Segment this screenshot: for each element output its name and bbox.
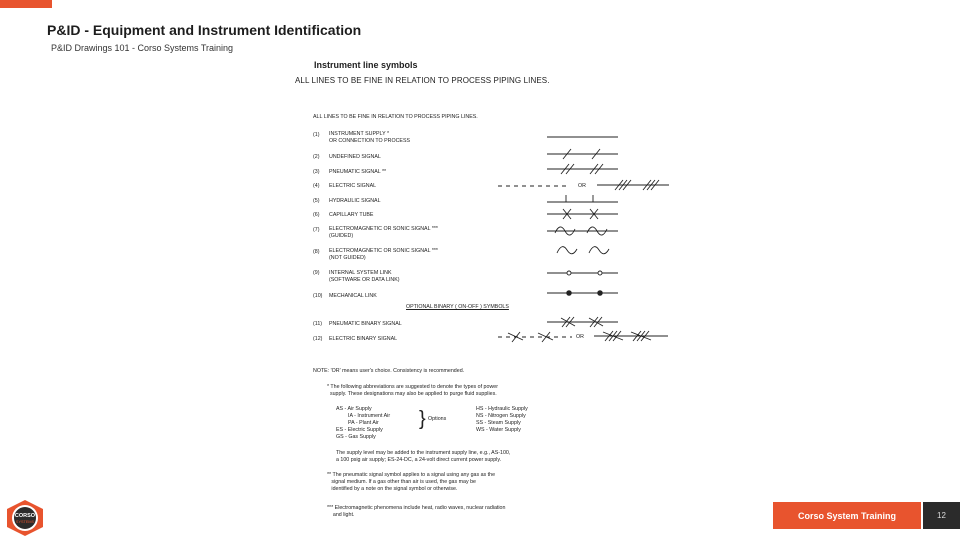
page-subtitle: P&ID Drawings 101 - Corso Systems Training: [51, 43, 234, 53]
row-num: (2): [313, 154, 320, 160]
row-label: HYDRAULIC SIGNAL: [329, 198, 381, 204]
page-title: P&ID - Equipment and Instrument Identification: [47, 22, 362, 38]
svg-text:CORSO: CORSO: [14, 513, 36, 519]
abbr-left-4: GS - Gas Supply: [336, 434, 376, 440]
row-num: (7): [313, 227, 320, 233]
symbol-capillary-tube: [547, 209, 618, 219]
row-num: (8): [313, 249, 320, 255]
symbol-electric-signal: [498, 180, 669, 190]
row-num: (12): [313, 336, 323, 342]
row-num: (11): [313, 321, 323, 327]
symbol-pneumatic-signal: [547, 164, 618, 174]
supply-note: The supply level may be added to the instrument supply line, e.g., AS-100, a 100 psig air supply; ES-24-DC, a 24-volt direct current power supply.: [336, 450, 511, 463]
row-label: ELECTRIC SIGNAL: [329, 183, 377, 189]
figure-subheading: ALL LINES TO BE FINE IN RELATION TO PROCESS PIPING LINES.: [295, 76, 550, 85]
abbr-right-2: SS - Steam Supply: [476, 420, 521, 426]
abbr-right-3: WS - Water Supply: [476, 427, 521, 433]
svg-text:SYSTEMS: SYSTEMS: [15, 520, 35, 524]
symbol-undefined-signal: [547, 149, 618, 159]
row-label: CAPILLARY TUBE: [329, 212, 374, 218]
inner-heading: ALL LINES TO BE FINE IN RELATION TO PROCESS PIPING LINES.: [313, 114, 478, 120]
abbr-left-2: PA - Plant Air: [348, 420, 379, 426]
footnote-3: *** Electromagnetic phenomena include heat, radio waves, nuclear radiation and light.: [327, 505, 506, 518]
symbol-em-not-guided: [557, 247, 609, 254]
footnote-1: * The following abbreviations are suggested to denote the types of power supply. These designations may also be applied to purge fluid supplies.: [327, 384, 498, 397]
abbr-left-0: AS - Air Supply: [336, 406, 372, 412]
row-label: INTERNAL SYSTEM LINK (SOFTWARE OR DATA LINK): [329, 270, 400, 283]
row-num: (3): [313, 169, 320, 175]
symbol-em-guided: [547, 227, 618, 235]
abbr-left-3: ES - Electric Supply: [336, 427, 383, 433]
row-label: ELECTROMAGNETIC OR SONIC SIGNAL *** (GUIDED): [329, 226, 438, 239]
symbol-hydraulic-signal: [547, 195, 618, 202]
page-number: 12: [923, 502, 960, 529]
row-num: (9): [313, 270, 320, 276]
symbol-pneumatic-binary: [547, 317, 618, 327]
brace-icon: }: [419, 408, 426, 430]
row-label: PNEUMATIC BINARY SIGNAL: [329, 321, 402, 327]
or-label: OR: [578, 183, 586, 189]
footnote-2: ** The pneumatic signal symbol applies to a signal using any gas as the signal medium. If a gas other than air is used, the gas may be identified by a note on the signal symbol or otherwise.: [327, 472, 496, 492]
row-label: INSTRUMENT SUPPLY * OR CONNECTION TO PROCESS: [329, 131, 411, 144]
corso-logo: [4, 499, 46, 537]
footer-brand-label: Corso System Training: [773, 502, 921, 529]
symbol-mechanical-link: [547, 291, 618, 296]
row-num: (5): [313, 198, 320, 204]
row-label: PNEUMATIC SIGNAL **: [329, 169, 387, 175]
row-label: ELECTRIC BINARY SIGNAL: [329, 336, 398, 342]
symbol-electric-binary: [498, 331, 668, 342]
or-label: OR: [576, 334, 584, 340]
row-num: (4): [313, 183, 320, 189]
row-label: ELECTROMAGNETIC OR SONIC SIGNAL *** (NOT GUIDED): [329, 248, 438, 261]
row-num: (6): [313, 212, 320, 218]
abbr-left-1: IA - Instrument Air: [348, 413, 391, 419]
symbol-internal-system-link: [547, 271, 618, 275]
note-text: NOTE: 'OR' means user's choice. Consistency is recommended.: [313, 368, 465, 374]
optional-binary-heading: OPTIONAL BINARY ( ON-OFF ) SYMBOLS: [406, 304, 509, 310]
abbr-right-0: HS - Hydraulic Supply: [476, 406, 528, 412]
options-label: Options: [428, 416, 447, 422]
row-num: (1): [313, 132, 320, 138]
row-label: MECHANICAL LINK: [329, 293, 377, 299]
figure-heading: Instrument line symbols: [314, 60, 418, 70]
row-label: UNDEFINED SIGNAL: [329, 154, 381, 160]
abbr-right-1: NS - Nitrogen Supply: [476, 413, 526, 419]
row-num: (10): [313, 293, 323, 299]
